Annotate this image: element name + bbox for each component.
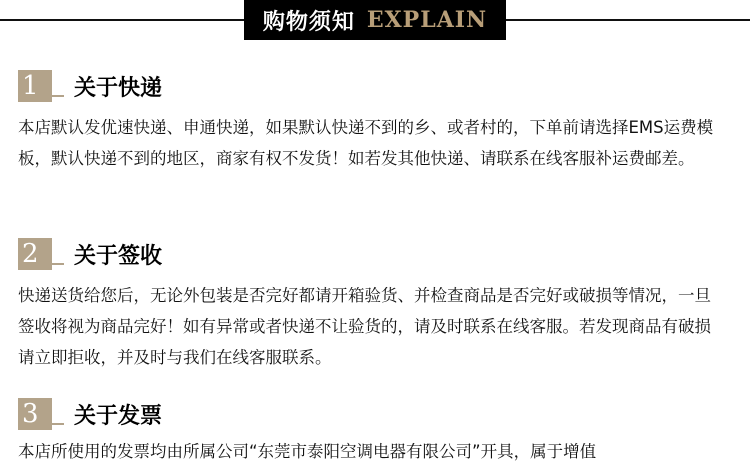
section-heading-express (18, 68, 162, 104)
section-number-badge: 2 (18, 238, 52, 270)
section-body-signing: 快递送货给您后，无论外包装是否完好都请开箱验货、并检查商品是否完好或破损等情况，一旦签收将视为商品完好！如有异常或者快递不让验货的，请及时联系在线客服。若发现商品有破损请立即拒收，并及时与我们在线客服联系。 (18, 286, 711, 367)
section-number-badge: 1 (18, 70, 52, 102)
section-title: 关于发票 (74, 403, 163, 429)
section-title: 关于快递 (74, 75, 163, 101)
section-heading-signing (18, 236, 162, 272)
section-title: 关于签收 (74, 243, 163, 269)
section-number-badge: 3 (18, 398, 52, 430)
header-divider-right (506, 19, 750, 21)
header-title-en: EXPLAIN (366, 7, 488, 33)
section-body-invoice: 本店所使用的发票均由所属公司“东莞市泰阳空调电器有限公司”开具，属于增值 (18, 442, 597, 461)
header-title-cn: 购物须知 (262, 9, 355, 35)
header-divider-left (0, 19, 244, 21)
section-body-express: 本店默认发优速快递、申通快递，如果默认快递不到的乡、或者村的，下单前请选择EMS运费模板，默认快递不到的地区，商家有权不发货！如若发其他快递、请联系在线客服补运费邮差。 (18, 118, 714, 168)
page-header (0, 0, 750, 40)
section-heading-invoice (18, 396, 162, 432)
header-banner (244, 0, 506, 40)
